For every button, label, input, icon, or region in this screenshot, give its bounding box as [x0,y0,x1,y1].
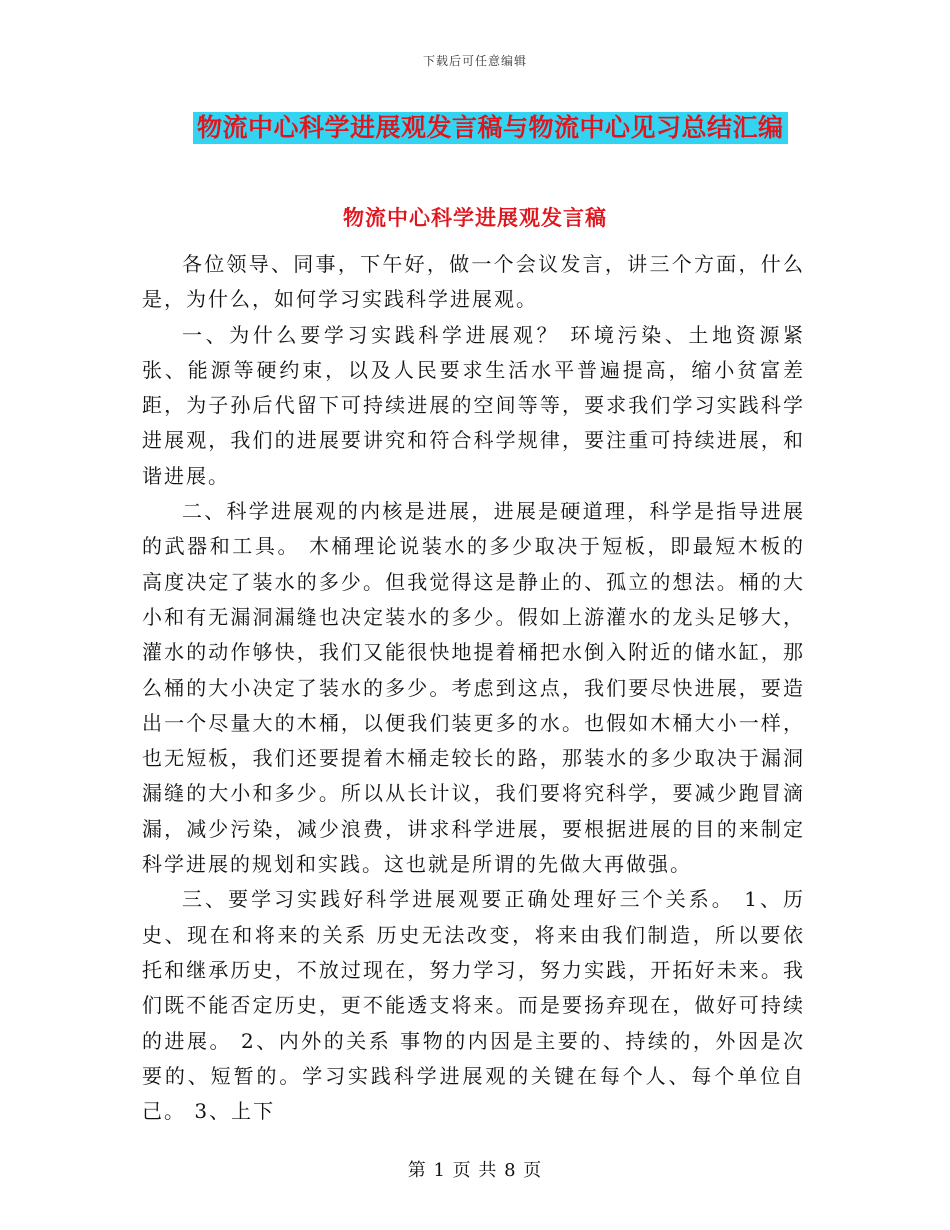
header-note: 下载后可任意编辑 [422,54,527,68]
paragraph-why: 一、为什么要学习实践科学进展观？ 环境污染、土地资源紧张、能源等硬约束，以及人民要求生活水平普遍提高，缩小贫富差距，为子孙后代留下可持续进展的空间等等，要求我们学习实践科学进展观，我们的进展要讲究和符合科学规律，要注重可持续进展，和谐进展。 [142,322,805,488]
page-number: 第 1 页 共 8 页 [407,1160,543,1181]
document-title: 物流中心科学进展观发言稿与物流中心见习总结汇编 [193,112,788,144]
section-title: 物流中心科学进展观发言稿 [343,205,607,230]
paragraph-greeting: 各位领导、同事，下午好，做一个会议发言，讲三个方面，什么是，为什么，如何学习实践科学进展观。 [142,252,805,312]
paragraph-core: 二、科学进展观的内核是进展，进展是硬道理，科学是指导进展的武器和工具。 木桶理论说装水的多少取决于短板，即最短木板的高度决定了装水的多少。但我觉得这是静止的、孤立的想法。桶的大小和有无漏洞漏缝也决定装水的多少。假如上游灌水的龙头足够大，灌水的动作够快，我们又能很快地提着桶把水倒入附近的储水缸，那么桶的大小决定了装水的多少。考虑到这点，我们要尽快进展，要造出一个尽量大的木桶，以便我们装更多的水。也假如木桶大小一样，也无短板，我们还要提着木桶走较长的路，那装水的多少取决于漏洞漏缝的大小和多少。所以从长计议，我们要将究科学，要减少跑冒滴漏，减少污染，减少浪费，讲求科学进展，要根据进展的目的来制定科学进展的规划和实践。这也就是所谓的先做大再做强。 [142,499,805,877]
paragraph-relations: 三、要学习实践好科学进展观要正确处理好三个关系。 1、历史、现在和将来的关系 历史无法改变，将来由我们制造，所以要依托和继承历史，不放过现在，努力学习，努力实践，开拓好未来。我们既不能否定历史，更不能透支将来。而是要扬弃现在，做好可持续的进展。 2、内外的关系 事物的内因是主要的、持续的，外因是次要的、短暂的。学习实践科学进展观的关键在每个人、每个单位自己。 3、上下 [142,887,805,1124]
document-body [142,247,805,1129]
